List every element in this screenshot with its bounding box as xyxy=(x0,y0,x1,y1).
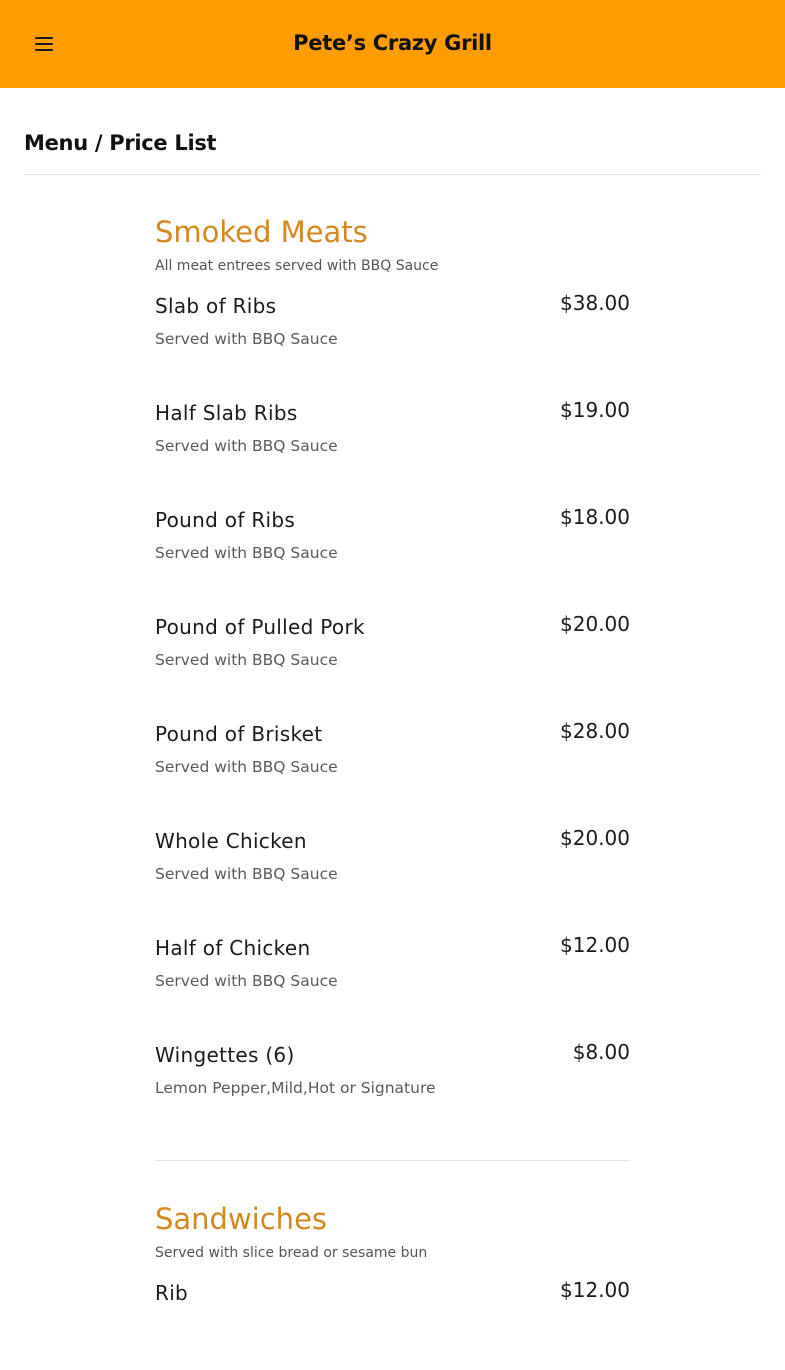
menu-item-description: Served with BBQ Sauce xyxy=(155,651,338,669)
menu-item-description: Served with BBQ Sauce xyxy=(155,437,338,455)
menu-item[interactable] xyxy=(155,276,630,383)
section-title: Smoked Meats xyxy=(155,215,368,249)
menu-item-price: $12.00 xyxy=(560,1278,630,1302)
site-title[interactable]: Pete’s Crazy Grill xyxy=(293,31,492,55)
menu-item-name[interactable]: Pound of Brisket xyxy=(155,722,323,746)
menu-item[interactable] xyxy=(155,490,630,597)
section-description: Served with slice bread or sesame bun xyxy=(155,1245,428,1261)
menu-item-name[interactable]: Rib xyxy=(155,1281,189,1305)
section-divider xyxy=(155,1160,630,1161)
divider xyxy=(24,174,761,175)
menu-item-price: $12.00 xyxy=(560,933,630,957)
top-app-bar xyxy=(0,0,785,88)
menu-item-name[interactable]: Half Slab Ribs xyxy=(155,401,298,425)
menu-item[interactable] xyxy=(155,1025,630,1132)
menu-item[interactable] xyxy=(155,1263,630,1370)
menu-item-price: $20.00 xyxy=(560,826,630,850)
menu-item-description: Served with BBQ Sauce xyxy=(155,544,338,562)
menu-item-name[interactable]: Slab of Ribs xyxy=(155,294,277,318)
menu-section-sandwiches xyxy=(155,1199,630,1370)
menu-item-name[interactable]: Pound of Pulled Pork xyxy=(155,615,365,639)
section-description: All meat entrees served with BBQ Sauce xyxy=(155,258,439,274)
menu-item-name[interactable]: Whole Chicken xyxy=(155,829,307,853)
menu-item-price: $18.00 xyxy=(560,505,630,529)
menu-item-name[interactable]: Half of Chicken xyxy=(155,936,311,960)
menu-item-price: $38.00 xyxy=(560,291,630,315)
menu-item[interactable] xyxy=(155,704,630,811)
menu-item[interactable] xyxy=(155,811,630,918)
menu-item-price: $28.00 xyxy=(560,719,630,743)
menu-list xyxy=(155,212,630,1370)
menu-item[interactable] xyxy=(155,383,630,490)
section-title: Sandwiches xyxy=(155,1202,328,1236)
menu-item-description: Served with BBQ Sauce xyxy=(155,972,338,990)
menu-item-description: Lemon Pepper,Mild,Hot or Signature xyxy=(155,1079,436,1097)
menu-item[interactable] xyxy=(155,597,630,704)
page-title: Menu / Price List xyxy=(24,131,217,155)
menu-section-smoked-meats xyxy=(155,212,630,1132)
menu-item-description: Served with BBQ Sauce xyxy=(155,758,338,776)
menu-item-name[interactable]: Pound of Ribs xyxy=(155,508,296,532)
menu-item-price: $19.00 xyxy=(560,398,630,422)
menu-item-price: $20.00 xyxy=(560,612,630,636)
menu-item-price: $8.00 xyxy=(572,1040,630,1064)
menu-item-description: Served with BBQ Sauce xyxy=(155,330,338,348)
menu-item-name[interactable]: Wingettes (6) xyxy=(155,1043,295,1067)
menu-item-description: Served with BBQ Sauce xyxy=(155,865,338,883)
menu-item[interactable] xyxy=(155,918,630,1025)
